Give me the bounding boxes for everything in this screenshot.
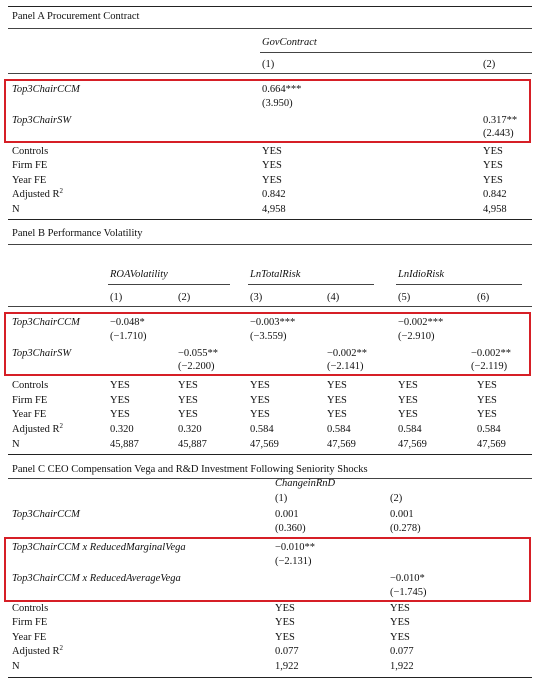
panel-a-stat-label: N [12, 204, 20, 215]
panel-c-row-label: Top3ChairCCM [12, 509, 80, 520]
panel-b-cell: (−2.200) [178, 361, 215, 372]
panel-c-title: Panel C CEO Compensation Vega and R&D Investment Following Seniority Shocks [12, 464, 368, 475]
panel-c-stat-cell: 0.077 [275, 646, 299, 657]
panel-a-stat-cell: YES [262, 160, 282, 171]
panel-b-depvar: LnIdioRisk [398, 269, 445, 280]
panel-a-stat-label: Year FE [12, 175, 47, 186]
panel-b-stat-cell: YES [398, 409, 418, 420]
panel-b-cell: (−2.141) [327, 361, 364, 372]
panel-a-header-rule [8, 73, 532, 74]
panel-a-stat-cell: YES [262, 146, 282, 157]
panel-b-stat-cell: YES [110, 409, 130, 420]
panel-b-stat-cell: YES [178, 409, 198, 420]
panel-b-stat-label: Firm FE [12, 395, 48, 406]
panel-a-stat-cell: YES [262, 175, 282, 186]
panel-b-stat-cell: 0.584 [398, 424, 422, 435]
panel-a-bottom-rule [8, 219, 532, 220]
panel-a-title: Panel A Procurement Contract [12, 11, 140, 22]
panel-a-stat-cell: YES [483, 160, 503, 171]
panel-b-cell: (−2.119) [471, 361, 508, 372]
panel-b-cell: −0.003*** [250, 317, 296, 328]
panel-b-stat-cell: YES [178, 380, 198, 391]
panel-b-depvar-rule [396, 284, 522, 285]
panel-c-col-2: (2) [390, 493, 403, 504]
panel-b-depvar: LnTotalRisk [250, 269, 301, 280]
panel-c-stat-label: Adjusted $R^2$ [12, 644, 64, 657]
panel-c-stat-cell: 1,922 [275, 661, 299, 672]
panel-b-stat-cell: YES [110, 380, 130, 391]
panel-c-cell: 0.001 [275, 509, 299, 520]
panel-b-stat-cell: 45,887 [110, 439, 139, 450]
panel-a-stat-label: Firm FE [12, 160, 48, 171]
panel-c-depvar: ChangeinRnD [275, 478, 336, 489]
panel-c-cell: 0.001 [390, 509, 414, 520]
panel-b-stat-cell: YES [477, 395, 497, 406]
panel-b-col: (2) [178, 292, 191, 303]
panel-b-row-label: Top3ChairSW [12, 348, 72, 359]
panel-a-cell: (2.443) [483, 128, 514, 139]
panel-b-stat-cell: YES [398, 395, 418, 406]
panel-c-bottom-rule [8, 677, 532, 678]
panel-b-bottom-rule [8, 454, 532, 455]
panel-a-stat-cell: 0.842 [262, 189, 286, 200]
panel-a-cell: 0.664*** [262, 84, 302, 95]
panel-c-stat-label: Controls [12, 603, 49, 614]
panel-a-top-rule [8, 6, 532, 7]
panel-b-stat-cell: YES [178, 395, 198, 406]
panel-b-stat-label: Adjusted $R^2$ [12, 422, 64, 435]
panel-b-cell: (−3.559) [250, 331, 287, 342]
panel-c-stat-label: N [12, 661, 20, 672]
panel-a-cell: 0.317** [483, 115, 518, 126]
panel-c-stat-cell: YES [275, 617, 295, 628]
panel-b-stat-cell: 47,569 [477, 439, 506, 450]
panel-c-row-label: Top3ChairCCM x ReducedMarginalVega [12, 542, 186, 553]
panel-c-stat-cell: YES [275, 632, 295, 643]
panel-b-stat-cell: YES [398, 380, 418, 391]
panel-c-cell: (−1.745) [390, 587, 427, 598]
panel-b-header-rule [8, 306, 532, 307]
panel-b-title: Panel B Performance Volatility [12, 228, 143, 239]
panel-b-cell: −0.055** [178, 348, 219, 359]
panel-c-stat-label: Firm FE [12, 617, 48, 628]
panel-c-stat-cell: 1,922 [390, 661, 414, 672]
panel-b-depvar: ROAVolatility [110, 269, 168, 280]
panel-b-stat-cell: YES [327, 380, 347, 391]
panel-b-col: (3) [250, 292, 263, 303]
panel-b-depvar-rule [108, 284, 230, 285]
panel-b-cell: −0.002** [327, 348, 368, 359]
panel-a-col-1: (1) [262, 59, 275, 70]
panel-b-stat-cell: YES [110, 395, 130, 406]
panel-c-stat-cell: YES [390, 617, 410, 628]
panel-c-cell: −0.010** [275, 542, 316, 553]
panel-b-row-label: Top3ChairCCM [12, 317, 80, 328]
panel-b-stat-label: Controls [12, 380, 49, 391]
panel-b-title-rule [8, 244, 532, 245]
panel-c-cell: −0.010* [390, 573, 425, 584]
panel-b-stat-cell: YES [250, 395, 270, 406]
panel-b-stat-label: Year FE [12, 409, 47, 420]
panel-c-col-1: (1) [275, 493, 288, 504]
panel-b-stat-label: N [12, 439, 20, 450]
panel-b-stat-cell: YES [477, 380, 497, 391]
panel-c-cell: (0.278) [390, 523, 421, 534]
panel-b-cell: −0.048* [110, 317, 145, 328]
panel-b-stat-cell: YES [477, 409, 497, 420]
panel-a-stat-cell: 0.842 [483, 189, 507, 200]
panel-a-row-label: Top3ChairSW [12, 115, 72, 126]
panel-b-col: (1) [110, 292, 123, 303]
panel-b-stat-cell: 0.320 [110, 424, 134, 435]
panel-c-stat-cell: YES [390, 632, 410, 643]
panel-b-cell: −0.002*** [398, 317, 444, 328]
panel-b-stat-cell: YES [327, 395, 347, 406]
panel-b-stat-cell: 47,569 [250, 439, 279, 450]
panel-b-col: (6) [477, 292, 490, 303]
panel-c-row-label: Top3ChairCCM x ReducedAverageVega [12, 573, 181, 584]
panel-b-cell: (−2.910) [398, 331, 435, 342]
panel-a-stat-cell: 4,958 [262, 204, 286, 215]
panel-a-stat-label: Controls [12, 146, 49, 157]
panel-a-title-rule [8, 28, 532, 29]
panel-b-cell: −0.002** [471, 348, 512, 359]
panel-c-title-rule [8, 478, 532, 479]
panel-c-cell: (−2.131) [275, 556, 312, 567]
panel-c-stat-cell: 0.077 [390, 646, 414, 657]
panel-b-stat-cell: 0.320 [178, 424, 202, 435]
panel-b-depvar-rule [248, 284, 374, 285]
panel-a-cell: (3.950) [262, 98, 293, 109]
panel-b-stat-cell: YES [250, 409, 270, 420]
panel-b-stat-cell: 45,887 [178, 439, 207, 450]
panel-b-stat-cell: 0.584 [327, 424, 351, 435]
panel-b-stat-cell: YES [327, 409, 347, 420]
panel-b-col: (4) [327, 292, 340, 303]
panel-b-stat-cell: 0.584 [477, 424, 501, 435]
panel-b-stat-cell: 47,569 [398, 439, 427, 450]
panel-b-cell: (−1.710) [110, 331, 147, 342]
panel-a-stat-cell: YES [483, 175, 503, 186]
panel-c-stat-cell: YES [275, 603, 295, 614]
panel-a-stat-label: Adjusted $R^2$ [12, 187, 64, 200]
panel-a-row-label: Top3ChairCCM [12, 84, 80, 95]
panel-b-stat-cell: 47,569 [327, 439, 356, 450]
panel-a-depvar-rule [260, 52, 532, 53]
panel-b-col: (5) [398, 292, 411, 303]
panel-b-stat-cell: 0.584 [250, 424, 274, 435]
panel-c-cell: (0.360) [275, 523, 306, 534]
panel-c-stat-cell: YES [390, 603, 410, 614]
panel-a-col-2: (2) [483, 59, 496, 70]
panel-a-depvar: GovContract [262, 37, 317, 48]
panel-b-stat-cell: YES [250, 380, 270, 391]
panel-c-stat-label: Year FE [12, 632, 47, 643]
panel-a-stat-cell: 4,958 [483, 204, 507, 215]
panel-a-stat-cell: YES [483, 146, 503, 157]
